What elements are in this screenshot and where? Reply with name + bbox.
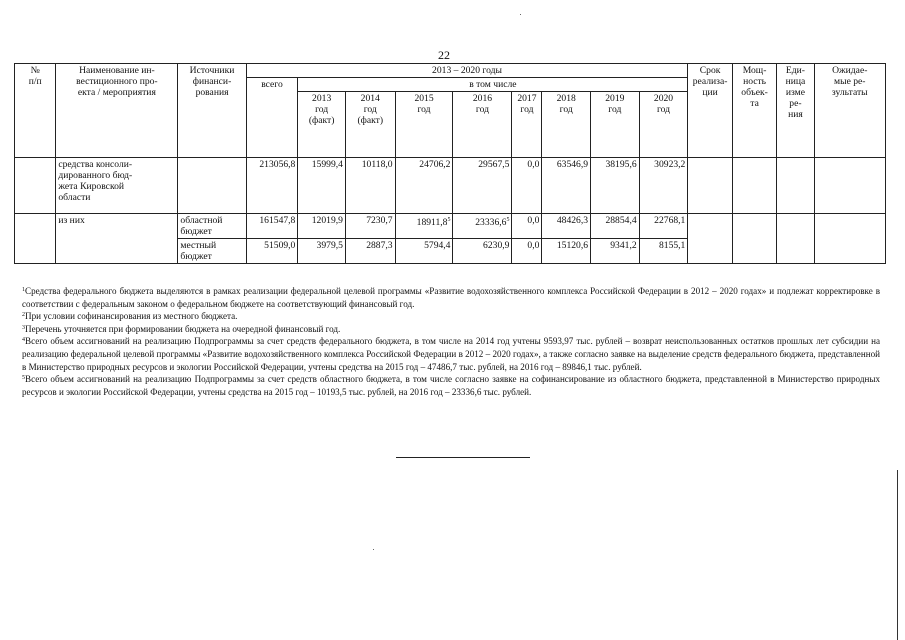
page-number: 22 <box>438 48 450 62</box>
scan-edge-line <box>897 470 898 640</box>
header-year-2018: 2018 год <box>542 92 591 158</box>
row-value-2017: 0,0 <box>512 158 542 214</box>
header-year-2013: 2013 год (факт) <box>298 92 346 158</box>
footnote-text: Средства федерального бюджета выделяются в рамках реализации федеральной целевой программы «Развитие водохозяйственного комплекса Российской Федерации в 2012 – 2020 годах» и подлежат корректировке в соответствии с федеральным законом о федеральном бюджете на соответствующий финансовый год. <box>22 286 880 309</box>
row-value-2013: 3979,5 <box>298 239 346 264</box>
footnote-text: При условии софинансирования из местного бюджета. <box>25 311 238 322</box>
row-value-2016: 6230,9 <box>453 239 512 264</box>
header-num: № п/п <box>15 64 56 158</box>
row-name: средства консоли- дированного бюд- жета Кировской области <box>56 158 178 214</box>
row-source: областной бюджет <box>178 214 246 239</box>
row-value-2018: 63546,9 <box>542 158 591 214</box>
header-year-2016: 2016 год <box>453 92 512 158</box>
header-incl: в том числе <box>298 78 688 92</box>
row-results <box>814 214 885 264</box>
row-num-cell <box>15 214 56 264</box>
row-unit <box>777 214 814 264</box>
row-value-2016: 29567,5 <box>453 158 512 214</box>
header-capacity: Мощ- ность объек- та <box>732 64 776 158</box>
row-source: местный бюджет <box>178 239 246 264</box>
header-year-2020: 2020 год <box>639 92 688 158</box>
header-year-2014: 2014 год (факт) <box>345 92 395 158</box>
footnote-text: Всего объем ассигнований на реализацию Подпрограммы за счет средств федерального бюджета, в том числе на 2014 год учтены 9593,97 тыс. рублей – возврат неиспользованных остатков прошлых лет субсидии на реализацию федеральной целевой программы «Развитие водохозяйственного комплекса Российской Федерации в 2012 – 2020 годах», а также согласно заявке на выделение средств федерального бюджета, представленной в Министерство природных ресурсов и экологии Российской Федерации, учтены средства на 2015 год – 47486,7 тыс. рублей, на 2016 год – 89846,1 тыс. рублей. <box>22 336 880 372</box>
row-value-2020: 8155,1 <box>639 239 688 264</box>
row-value-2013: 12019,9 <box>298 214 346 239</box>
row-value-2016: 23336,6 <box>475 217 507 229</box>
row-num-cell <box>15 158 56 214</box>
header-year-2015: 2015 год <box>395 92 453 158</box>
header-year-2017: 2017 год <box>512 92 542 158</box>
footnote-ref: 5 <box>447 217 451 223</box>
header-name: Наименование ин- вестиционного про- екта / мероприятия <box>56 64 178 158</box>
footnote <box>22 285 880 310</box>
footnotes <box>22 285 880 398</box>
budget-table <box>14 63 886 264</box>
row-value-2017: 0,0 <box>512 214 542 239</box>
row-value-2018: 15120,6 <box>542 239 591 264</box>
row-value-2018: 48426,3 <box>542 214 591 239</box>
footnote <box>22 323 880 336</box>
row-value-2020: 30923,2 <box>639 158 688 214</box>
footnote-mark: 1 <box>22 287 25 293</box>
footnote-ref: 5 <box>506 217 510 223</box>
footnote <box>22 335 880 373</box>
row-value-2019: 38195,6 <box>591 158 640 214</box>
footnote-mark: 3 <box>22 324 25 331</box>
header-total: всего <box>246 78 298 158</box>
header-results: Ожидае- мые ре- зультаты <box>814 64 885 158</box>
section-divider <box>396 457 530 458</box>
row-term <box>688 158 732 214</box>
footnote <box>22 373 880 398</box>
row-value-2019: 28854,4 <box>591 214 640 239</box>
table-row <box>15 214 886 239</box>
row-capacity <box>732 158 776 214</box>
row-capacity <box>732 214 776 264</box>
scan-speck <box>373 549 374 550</box>
footnote-mark: 5 <box>22 375 25 382</box>
header-sources: Источники финанси- рования <box>178 64 246 158</box>
row-value-2017: 0,0 <box>512 239 542 264</box>
footnote <box>22 310 880 323</box>
row-value-2015: 24706,2 <box>395 158 453 214</box>
footnote-mark: 2 <box>22 312 25 319</box>
row-total: 51509,0 <box>246 239 298 264</box>
footnote-text: Всего объем ассигнований на реализацию Подпрограммы за счет средств областного бюджета, в том числе согласно заявке на софинансирование из областного бюджета, представленной в Министерство природных ресурсов и экологии Российской Федерации, учтены средства на 2015 год – 10193,5 тыс. рублей, на 2016 год – 23336,6 тыс. рублей. <box>22 374 880 397</box>
row-results <box>814 158 885 214</box>
row-term <box>688 214 732 264</box>
row-total: 213056,8 <box>246 158 298 214</box>
scan-speck <box>520 14 521 15</box>
header-period: 2013 – 2020 годы <box>246 64 688 78</box>
row-value-2013: 15999,4 <box>298 158 346 214</box>
row-value-2014: 10118,0 <box>345 158 395 214</box>
table-row <box>15 158 886 214</box>
row-value-2015: 18911,8 <box>416 217 448 229</box>
row-value-2016-cell <box>453 214 512 239</box>
row-total: 161547,8 <box>246 214 298 239</box>
row-value-2019: 9341,2 <box>591 239 640 264</box>
row-value-2015-cell <box>395 214 453 239</box>
row-source <box>178 158 246 214</box>
row-name: из них <box>56 214 178 264</box>
row-value-2014: 2887,3 <box>345 239 395 264</box>
header-row-1 <box>15 64 886 78</box>
row-unit <box>777 158 814 214</box>
footnote-mark: 4 <box>22 337 25 344</box>
row-value-2014: 7230,7 <box>345 214 395 239</box>
footnote-text: Перечень уточняется при формировании бюджета на очередной финансовый год. <box>25 323 341 334</box>
header-unit: Еди- ница изме ре- ния <box>777 64 814 158</box>
header-year-2019: 2019 год <box>591 92 640 158</box>
row-value-2020: 22768,1 <box>639 214 688 239</box>
row-value-2015: 5794,4 <box>395 239 453 264</box>
header-term: Срок реализа- ции <box>688 64 732 158</box>
